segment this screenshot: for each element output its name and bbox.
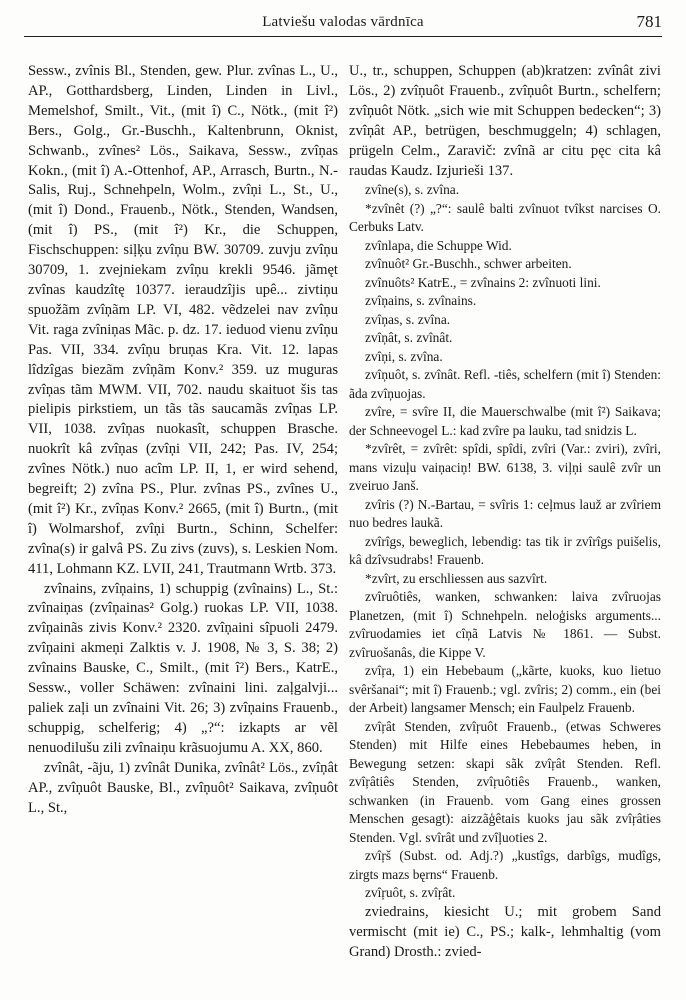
dictionary-entry: *zvîrt, zu erschliessen aus sazvîrt. [365, 570, 548, 586]
dictionary-entry: zvîŗuôt, s. zvîŗât. [365, 885, 456, 901]
dictionary-entry: zvîrîgs, beweglich, lebendig: tas tik ir zvîrîgs puišelis, kâ dzîvsudrabs! Frauenb. [349, 533, 661, 568]
dictionary-entry: zvîŗš (Subst. od. Adj.?) „kustîgs, darbîgs, mudîgs, zirgts mazs bęrns“ Frauenb. [349, 848, 661, 882]
right-column [349, 62, 661, 987]
running-title: Latviešu valodas vārdnīca [262, 14, 424, 30]
dictionary-entry: *zvînêt (?) „?“: saulê balti zvînuot tvîkst narcises O. Cerbuks Latv. [349, 200, 661, 235]
dictionary-entry: zvînuôts² KatrE., = zvînains 2: zvînuoti lini. [365, 274, 601, 290]
dictionary-entry: zvînlapa, die Schuppe Wid. [365, 237, 512, 253]
dictionary-entry: zvîņât, s. zvînât. [365, 330, 453, 346]
dictionary-entry: zvîņas, s. zvîna. [365, 311, 451, 327]
dictionary-entry: zvînains, zvîņains, 1) schuppig (zvînains) L., St.: zvînaiņas (zvîņainas² Golg.) ruokas LP. VII, 1038. zvîņainãs zivis Konv.² 2320. zvîņaini sîpuoli 2479. zvîņaini akmeņi Zalktis v. J. 1908, № 3, S. 38; 2) zvînains Bauske, C., Smilt., (mit î²) Bers., KatrE., Sessw., voller Schäwen: zvînaini lini. zaļgalvji... paliek zaļi un zvînaini Vit. 26; 3) zvîņains Frauenb., schuppig, schelferig; 4) „?“: izkapts ar vẽl nenuodilušu zili zvînaiņu krãsuojumu A. XX, 860. [28, 580, 338, 756]
dictionary-entry: zvîņi, s. zvîna. [365, 348, 443, 364]
dictionary-entry: Sessw., zvînis Bl., Stenden, gew. Plur. zvînas L., U., AP., Gotthardsberg, Linden, Linden in Livl., Memelshof, Smilt., Vit., (mit î) C., Nötk., (mit î²) Bers., Golg., Gr.-Buschh., Kaltenbrunn, Oknist, Schwanb., zvînes² Lös., Saikava, Sessw., zvîņas Kokn., (mit î) A.-Ottenhof, AP., Arrasch, Burtn., N.-Salis, Ruj., Schnehpeln, Wolm., zvîņi L., St., U., (mit î) Dond., Frauenb., Nötk., Stenden, Wandsen, (mit î) PS., (mit î²) Kr., die Schuppen, Fischschuppen: siļķu zvîņu BW. 30709. zuvju zvîņu 30709, 1. zvejniekam zvîņu krekli 9546. jãmęt zvînas kaudzîtę 10377. ieraudzîjis upê... zivtiņu spuožãm zvîņãm LP. VI, 482. vẽdzelei nav zvîņu Vit. raga zvîniņas Mãc. p. dz. 17. ieduod vienu zvîņu Pas. VII, 334. zvîņu bruņas Kra. Vit. 12. lapas lîdzîgas biezãm zvîņãm Konv.² 359. uz muguras zvîņas tãm MWM. VII, 702. naudu skaituot šis tas pielipis pirkstiem, un tãs tãs saucamãs zvîņas LP. VII, 1038. zvîņas nuokasît, schuppen Brasche. nuokrît kâ zvîņas (zvîņi VII, 242; Pas. IV, 254; zvînes Nötk.) nuo acîm LP. II, 1, er wird sehend, begreift; 2) zvîna PS., Plur. zvînas PS., zvînes U., (mit î²) Kr., zvîņas Konv.² 2665, (mit î) Burtn., (mit î) Wolmarshof, zvîņi Burtn., Schinn, Schelfer: zvîna(s) ir galvâ PS. Zu zivs (zuvs), s. Leskien Nom. 411, Lohmann KZ. LVII, 241, Trautmann Wrtb. 373. [28, 63, 338, 577]
left-column [28, 62, 338, 987]
dictionary-entry: zvînât, -ãju, 1) zvînât Dunika, zvînât² Lös., zvîņât AP., zvîņuôt Bauske, Bl., zvîņuôt² Saikava, zvîņuôt L., St., [28, 759, 338, 816]
dictionary-entry: zvîne(s), s. zvîna. [365, 182, 460, 198]
dictionary-entry: zvîre, = svîre II, die Mauerschwalbe (mit î²) Saikava; der Schneevogel L.: kad zvîre pa lauku, tad snidzis L. [349, 404, 661, 438]
page-header [24, 8, 662, 37]
dictionary-entry: zvîņuôt, s. zvînât. Refl. -tiês, schelfern (mit î) Stenden: ãda zvîņuojas. [349, 367, 661, 401]
dictionary-entry: zviedrains, kiesicht U.; mit grobem Sand vermischt (mit ie) C., PS.; kalk-, lehmhaltig (vom Grand) Drosth.: zvied- [349, 903, 661, 960]
dictionary-entry: zvîruôtiês, wanken, schwanken: laiva zvîruojas Planetzen, (mit î) Schnehpeln. neloģisks arguments... zvîruodamies iet cîņã Latvis № 1861. — Subst. zvîruošanâs, die Kippe V. [349, 589, 661, 660]
dictionary-entry: zvîris (?) N.-Bartau, = svîris 1: ceļmus lauž ar zvîriem nuo bedres laukã. [349, 496, 661, 531]
page-number: 781 [636, 12, 662, 31]
dictionary-entry: zvînuôt² Gr.-Buschh., schwer arbeiten. [365, 256, 572, 272]
dictionary-entry: zvîņains, s. zvînains. [365, 293, 477, 309]
dictionary-entry: zvîŗât Stenden, zvîŗuôt Frauenb., (etwas Schweres Stenden) mit Hilfe eines Hebebaumes heben, in Bewegung setzen: skapi sãk zvîŗât Stenden. Refl. zvîŗâtiês Stenden, zvîŗuôtiês Frauenb., wanken, schwanken (in Frauenb. vom Gang eines grossen Menschen gesagt): aizzãģêtais kuoks jau sãk zvîŗâties Stenden. Vgl. svîrât und zvîļuoties 2. [349, 718, 661, 845]
dictionary-entry: *zvîrêt, = zvîrêt: spîdi, spîdi, zvîri (Var.: zviri), zvîri, mans vizuļu vaiņaciņ! BW. 6138, 3. viļņi saulê zvîr un zveiruo Janš. [349, 441, 661, 494]
dictionary-entry: U., tr., schuppen, Schuppen (ab)kratzen: zvînât zivi Lös., 2) zvîņuôt Frauenb., zvîņuôt Burtn., schelfern; zvîņuôt Nötk. „sich wie mit Schuppen bedecken“; 3) zvîņât AP., betrügen, beschmuggeln; 4) schlagen, prügeln Celm., Zaravič: zvînã ar citu pęc cita kâ raudas Kaudz. Izjurieši 137. [349, 63, 661, 179]
dictionary-entry: zvîŗa, 1) ein Hebebaum („kãrte, kuoks, kuo lietuo svêršanai“; mit î) Frauenb.; vgl. zvîris; 2) comm., ein (bei der Arbeit) langsamer Mensch; ein Faulpelz Frauenb. [349, 663, 661, 716]
